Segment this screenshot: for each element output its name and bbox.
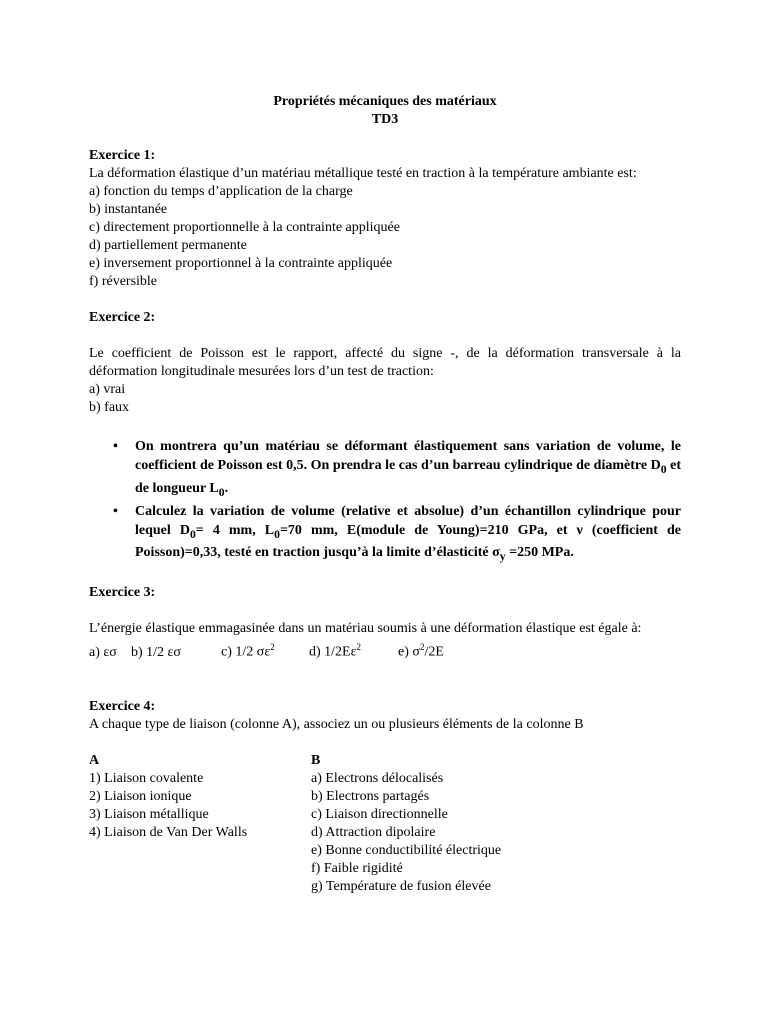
bullet-1-text: On montrera qu’un matériau se déformant élastiquement sans variation de volume, le coefficient de Poisson est 0,5. On prendra le cas d’un barreau cylindrique de diamètre D [135, 439, 681, 473]
exercise-4 [89, 698, 681, 896]
option-c-text: c) 1/2 σε [221, 644, 271, 660]
exercise-1-option: d) partiellement permanente [89, 238, 247, 253]
column-b-item: b) Electrons partagés [311, 788, 430, 804]
column-a-item: 4) Liaison de Van Der Walls [89, 824, 248, 840]
bullet-1-text: . [224, 480, 229, 496]
bullet-marker: • [113, 439, 118, 454]
exercise-2-option: b) faux [89, 400, 130, 415]
exercise-1-heading: Exercice 1: [89, 148, 156, 163]
bullet-2-text: = 4 mm, L [195, 522, 275, 538]
column-a-header: A [89, 752, 100, 768]
column-b-item: c) Liaison directionnelle [311, 806, 448, 822]
bullet-2-text: Calculez la variation de volume (relative et absolue) d’un échantillon cylindrique pour lequel D [135, 503, 681, 538]
exercise-1-option: a) fonction du temps d’application de la charge [89, 184, 353, 199]
exercise-3-option-e [398, 638, 444, 662]
exercise-2-option: a) vrai [89, 382, 126, 397]
option-e-text: /2E [424, 644, 444, 660]
column-a [89, 752, 311, 896]
column-a-item: 2) Liaison ionique [89, 788, 192, 804]
option-e-text: e) σ [398, 644, 420, 660]
exercise-3-question: L’énergie élastique emmagasinée dans un matériau soumis à une déformation élastique est égale à: [89, 621, 642, 637]
column-b [311, 752, 611, 896]
column-b-item: f) Faible rigidité [311, 860, 403, 876]
subscript: y [499, 550, 506, 564]
bullet-1-text: et de longueur L [135, 458, 681, 496]
exercise-4-instruction: A chaque type de liaison (colonne A), associez un ou plusieurs éléments de la colonne B [89, 716, 584, 732]
exercise-3-heading: Exercice 3: [89, 585, 156, 601]
column-b-header: B [311, 752, 321, 768]
exercise-3-option-b: b) 1/2 εσ [131, 644, 181, 660]
exercise-4-heading: Exercice 4: [89, 698, 156, 714]
subscript: 0 [660, 462, 667, 476]
matching-table [89, 752, 681, 896]
document-subtitle: TD3 [371, 112, 399, 127]
bullet-2-text: =70 mm, E(module de Young)=210 GPa, et ν (coefficient de Poisson)=0,33, testé en traction jusqu’à la limite d’élasticité σ [135, 522, 681, 561]
exercise-1-option: c) directement proportionnelle à la contrainte appliquée [89, 220, 400, 235]
option-d-text: d) 1/2Eε [309, 644, 357, 660]
bullet-2-text: =250 MPa. [505, 545, 574, 561]
exercise-1-option: e) inversement proportionnel à la contrainte appliquée [89, 256, 393, 271]
column-b-item: e) Bonne conductibilité électrique [311, 842, 502, 858]
bullet-marker: • [113, 503, 118, 519]
column-b-item: d) Attraction dipolaire [311, 824, 436, 840]
superscript: 2 [270, 642, 275, 653]
subscript: 0 [189, 527, 196, 541]
document-title: Propriétés mécaniques des matériaux [273, 94, 497, 109]
column-b-item: g) Température de fusion élevée [311, 878, 491, 894]
exercise-1 [89, 147, 681, 291]
exercise-3-option-c [221, 638, 309, 662]
exercise-2-bullet-2 [89, 502, 681, 567]
exercise-2-heading: Exercice 2: [89, 310, 156, 325]
column-b-item: a) Electrons délocalisés [311, 770, 444, 786]
exercise-3 [89, 584, 681, 662]
superscript: 2 [356, 642, 361, 653]
exercise-3-options [89, 638, 681, 662]
subscript: 0 [274, 527, 280, 541]
exercise-2 [89, 309, 681, 566]
subscript: 0 [218, 485, 225, 499]
exercise-3-option-a: a) εσ [89, 644, 117, 660]
exercise-1-option: f) réversible [89, 274, 158, 289]
exercise-2-bullet-1 [89, 437, 681, 502]
exercise-1-question: La déformation élastique d’un matériau métallique testé en traction à la température ambiante est: [89, 166, 637, 181]
exercise-3-option-d [309, 638, 398, 662]
superscript: 2 [419, 642, 425, 653]
column-a-item: 3) Liaison métallique [89, 806, 209, 822]
exercise-2-bullet-list [89, 437, 681, 566]
exercise-1-option: b) instantanée [89, 202, 168, 217]
column-a-item: 1) Liaison covalente [89, 770, 204, 786]
document-page [89, 93, 681, 896]
exercise-2-statement: Le coefficient de Poisson est le rapport, affecté du signe -, de la déformation transversale à la déformation longitudinale mesurées lors d’un test de traction: [89, 346, 681, 379]
